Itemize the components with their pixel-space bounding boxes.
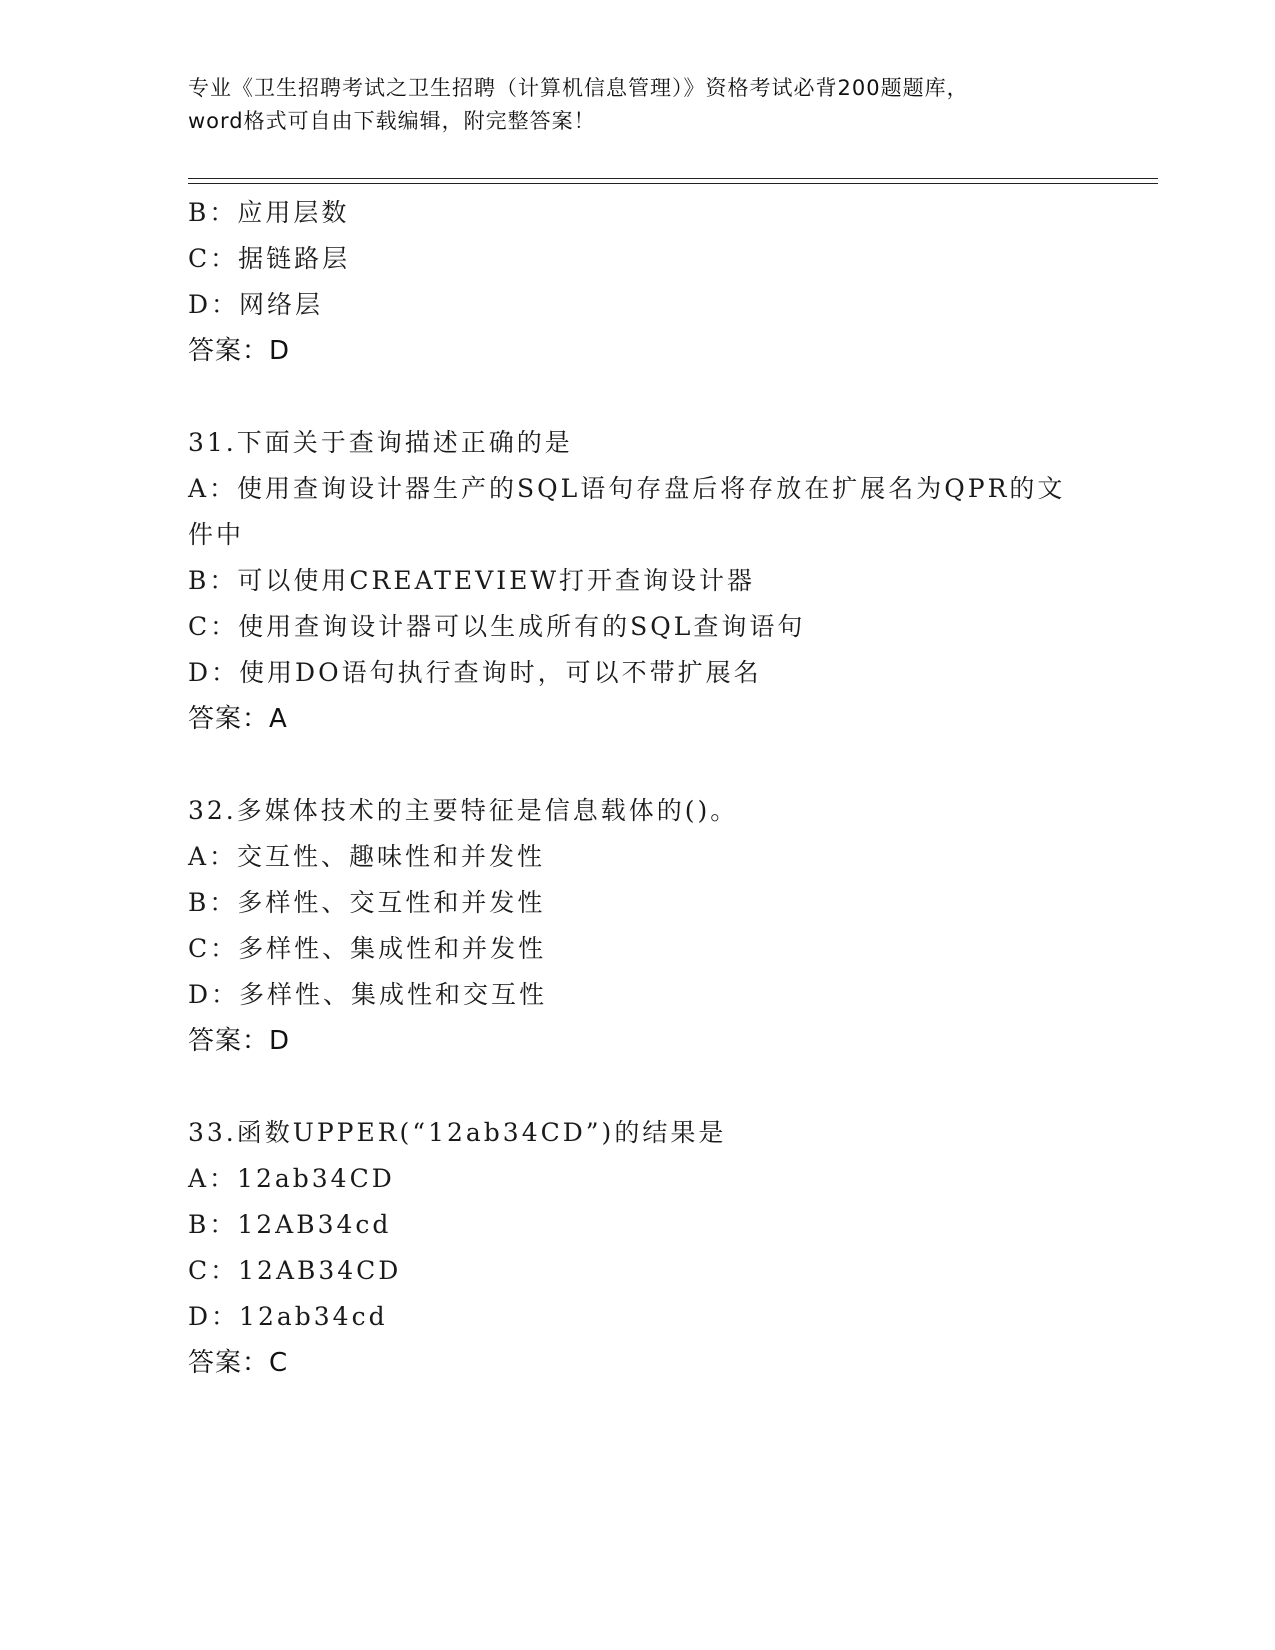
question-31-block — [188, 420, 1088, 742]
header-line-1: 专业《卫生招聘考试之卫生招聘（计算机信息管理）》资格考试必背200题题库， — [188, 76, 969, 100]
previous-question-block — [188, 190, 1088, 374]
option-a: A：使用查询设计器生产的SQL语句存盘后将存放在扩展名为QPR的文件中 — [188, 474, 1066, 549]
option-c: C：使用查询设计器可以生成所有的SQL查询语句 — [188, 612, 806, 641]
question-32-block — [188, 788, 1088, 1064]
question-stem: 33.函数UPPER(“12ab34CD”)的结果是 — [188, 1118, 727, 1147]
answer-line: 答案：C — [188, 1348, 289, 1378]
option-b: B：多样性、交互性和并发性 — [188, 888, 546, 917]
answer-line: 答案：A — [188, 704, 288, 734]
option-a: A：12ab34CD — [188, 1164, 395, 1193]
answer-line: 答案：D — [188, 1026, 291, 1056]
header-line-2: word格式可自由下载编辑，附完整答案！ — [188, 109, 596, 133]
option-d: D：12ab34cd — [188, 1302, 388, 1331]
spacer — [188, 1064, 1088, 1110]
option-c: C：据链路层 — [188, 244, 351, 273]
question-content — [188, 190, 1088, 1386]
header-double-rule — [188, 178, 1158, 184]
option-d: D：使用DO语句执行查询时，可以不带扩展名 — [188, 658, 762, 687]
document-header — [188, 72, 1088, 138]
option-c: C：12AB34CD — [188, 1256, 402, 1285]
option-b: B：可以使用CREATEVIEW打开查询设计器 — [188, 566, 756, 595]
question-stem: 32.多媒体技术的主要特征是信息载体的()。 — [188, 796, 739, 825]
spacer — [188, 742, 1088, 788]
option-b: B：应用层数 — [188, 198, 350, 227]
answer-line: 答案：D — [188, 336, 291, 366]
option-a: A：交互性、趣味性和并发性 — [188, 842, 546, 871]
question-33-block — [188, 1110, 1088, 1386]
spacer — [188, 374, 1088, 420]
option-b: B：12AB34cd — [188, 1210, 392, 1239]
option-c: C：多样性、集成性和并发性 — [188, 934, 547, 963]
question-stem: 31.下面关于查询描述正确的是 — [188, 428, 573, 457]
option-d: D：网络层 — [188, 290, 324, 319]
option-d: D：多样性、集成性和交互性 — [188, 980, 548, 1009]
